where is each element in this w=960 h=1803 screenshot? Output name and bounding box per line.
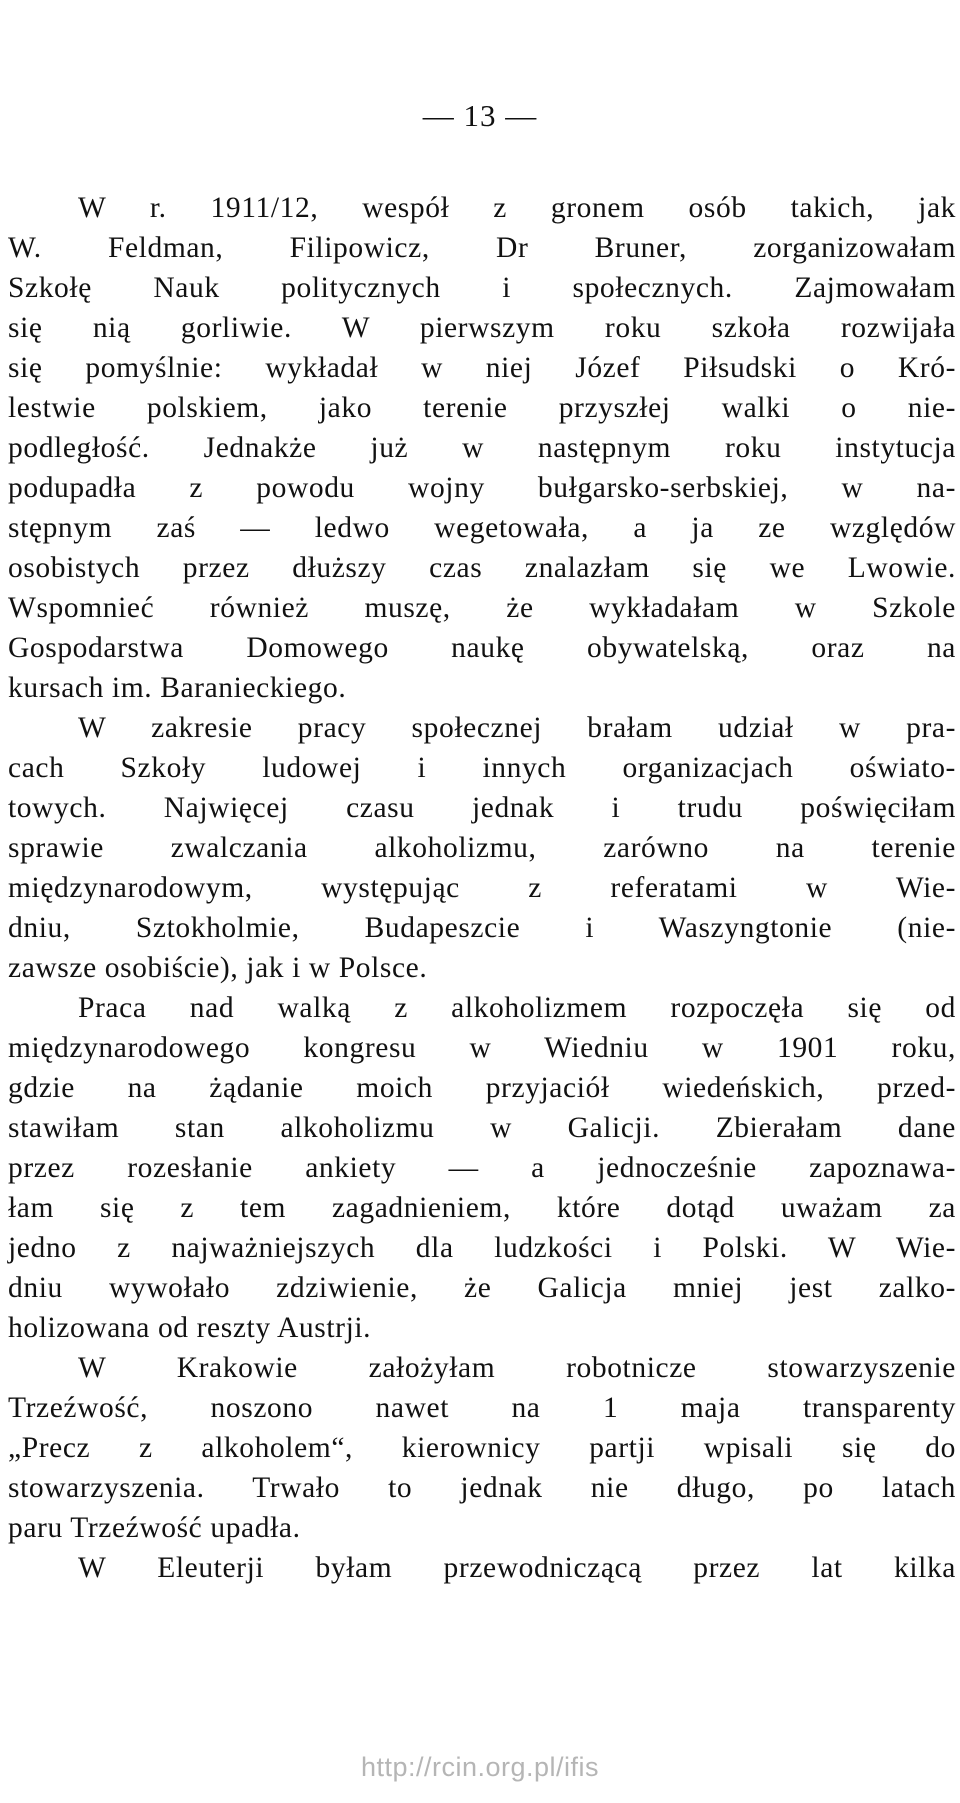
text-line: Praca nad walką z alkoholizmem rozpoczęła się od bbox=[78, 992, 956, 1024]
text-line: kursach im. Baranieckiego. bbox=[8, 672, 347, 704]
text-line: W. Feldman, Filipowicz, Dr Bruner, zorganizowałam bbox=[8, 232, 956, 264]
paragraph-3 bbox=[8, 988, 956, 1348]
text-line: podupadła z powodu wojny bułgarsko-serbskiej, w na- bbox=[8, 472, 956, 504]
text-line: Trzeźwość, noszono nawet na 1 maja transparenty bbox=[8, 1392, 956, 1424]
text-line: się pomyślnie: wykładał w niej Józef Piłsudski o Kró- bbox=[8, 352, 956, 384]
text-line: międzynarodowym, występując z referatami w Wie- bbox=[8, 872, 956, 904]
text-line: W Krakowie założyłam robotnicze stowarzyszenie bbox=[78, 1352, 956, 1384]
text-line: dniu, Sztokholmie, Budapeszcie i Waszyngtonie (nie- bbox=[8, 912, 956, 944]
paragraph-2 bbox=[8, 708, 956, 988]
text-line: cach Szkoły ludowej i innych organizacjach oświato- bbox=[8, 752, 956, 784]
paragraph-1 bbox=[8, 188, 956, 708]
text-line: stowarzyszenia. Trwało to jednak nie długo, po latach bbox=[8, 1472, 956, 1504]
text-line: jedno z najważniejszych dla ludzkości i Polski. W Wie- bbox=[8, 1232, 956, 1264]
text-line: W Eleuterji byłam przewodniczącą przez lat kilka bbox=[78, 1552, 956, 1584]
text-line: paru Trzeźwość upadła. bbox=[8, 1512, 301, 1544]
text-line: Wspomnieć również muszę, że wykładałam w Szkole bbox=[8, 592, 956, 624]
page-number: — 13 — bbox=[422, 98, 538, 133]
text-line: towych. Najwięcej czasu jednak i trudu poświęciłam bbox=[8, 792, 956, 824]
text-line: sprawie zwalczania alkoholizmu, zarówno na terenie bbox=[8, 832, 956, 864]
paragraph-4 bbox=[8, 1348, 956, 1548]
text-line: osobistych przez dłuższy czas znalazłam się we Lwowie. bbox=[8, 552, 956, 584]
text-line: W zakresie pracy społecznej brałam udział w pra- bbox=[78, 712, 956, 744]
text-line: zawsze osobiście), jak i w Polsce. bbox=[8, 952, 428, 984]
text-line: stawiłam stan alkoholizmu w Galicji. Zbierałam dane bbox=[8, 1112, 956, 1144]
text-line: holizowana od reszty Austrji. bbox=[8, 1312, 372, 1344]
text-line: podległość. Jednakże już w następnym roku instytucja bbox=[8, 432, 956, 464]
text-line: międzynarodowego kongresu w Wiedniu w 1901 roku, bbox=[8, 1032, 956, 1064]
text-line: „Precz z alkoholem“, kierownicy partji wpisali się do bbox=[8, 1432, 956, 1464]
paragraph-5 bbox=[8, 1548, 956, 1588]
text-line: łam się z tem zagadnieniem, które dotąd uważam za bbox=[8, 1192, 956, 1224]
text-line: dniu wywołało zdziwienie, że Galicja mniej jest zalko- bbox=[8, 1272, 956, 1304]
text-line: gdzie na żądanie moich przyjaciół wiedeńskich, przed- bbox=[8, 1072, 956, 1104]
text-line: W r. 1911/12, wespół z gronem osób takich, jak bbox=[78, 192, 956, 224]
text-line: lestwie polskiem, jako terenie przyszłej walki o nie- bbox=[8, 392, 956, 424]
text-line: przez rozesłanie ankiety — a jednocześnie zapoznawa- bbox=[8, 1152, 956, 1184]
source-url-watermark: http://rcin.org.pl/ifis bbox=[360, 1752, 600, 1782]
text-line: Gospodarstwa Domowego naukę obywatelską, oraz na bbox=[8, 632, 956, 664]
body-text bbox=[8, 188, 956, 1588]
text-line: się nią gorliwie. W pierwszym roku szkoła rozwijała bbox=[8, 312, 956, 344]
text-line: Szkołę Nauk politycznych i społecznych. Zajmowałam bbox=[8, 272, 956, 304]
text-line: stępnym zaś — ledwo wegetowała, a ja ze względów bbox=[8, 512, 956, 544]
